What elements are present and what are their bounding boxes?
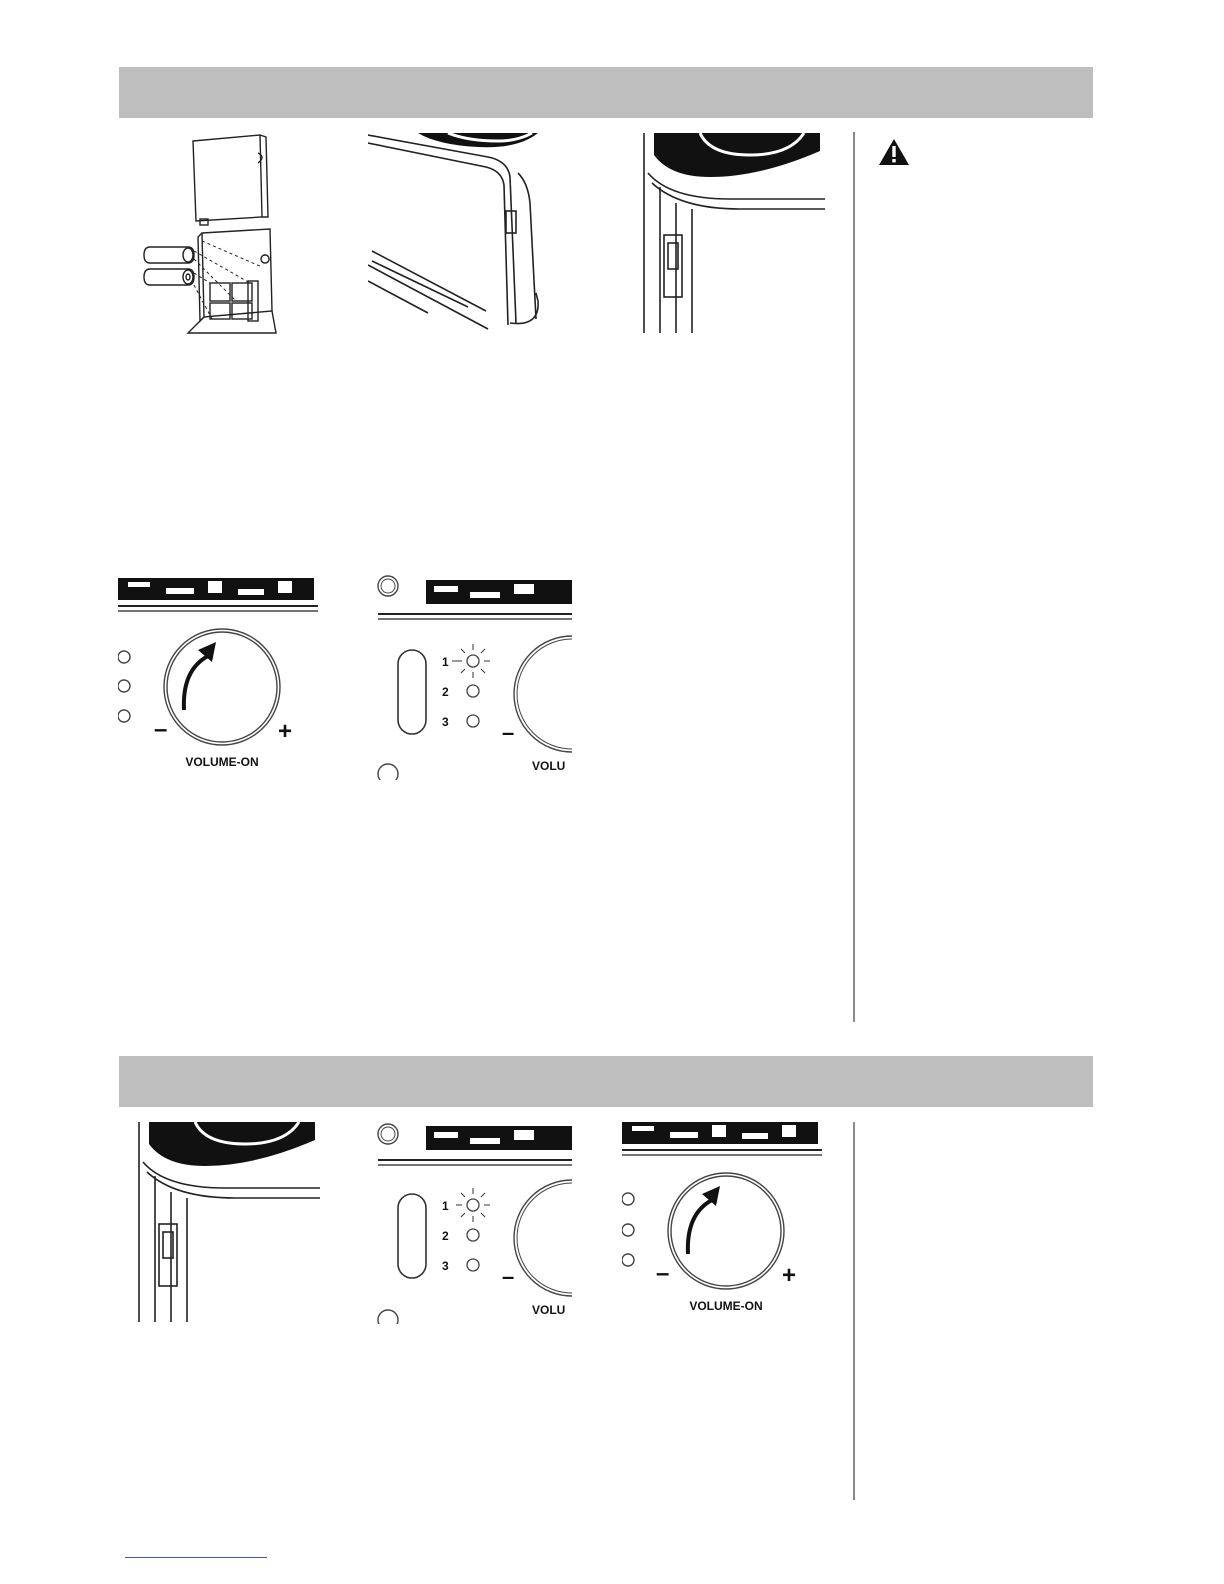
speaker-side-switch-illustration xyxy=(368,133,548,333)
column-divider-2 xyxy=(853,1122,855,1500)
speaker-corner-switch-illustration-2 xyxy=(135,1122,320,1322)
led-1-label-2: 1 xyxy=(442,1199,449,1213)
footer-link-underline[interactable] xyxy=(125,1557,267,1558)
section-header-bar-1 xyxy=(119,67,1093,118)
volume-cropped-label-2: VOLU xyxy=(532,1303,566,1317)
svg-text:–: – xyxy=(502,720,515,745)
battery-compartment-illustration xyxy=(140,133,290,338)
led-2-label: 2 xyxy=(442,685,449,699)
column-divider-1 xyxy=(853,132,855,1022)
section-header-bar-2 xyxy=(119,1056,1093,1107)
led-2-label-2: 2 xyxy=(442,1229,449,1243)
knob-minus-label: – xyxy=(154,716,168,743)
volume-knob-illustration xyxy=(118,570,320,775)
svg-text:–: – xyxy=(502,1264,515,1289)
volume-knob-illustration-2 xyxy=(622,1114,824,1319)
volume-on-label: VOLUME-ON xyxy=(185,755,259,769)
led-3-label: 3 xyxy=(442,715,449,729)
led-indicator-panel-illustration-2 xyxy=(374,1114,572,1324)
warning-icon xyxy=(878,138,910,166)
knob-minus-label-2: – xyxy=(656,1260,670,1287)
led-3-label-2: 3 xyxy=(442,1259,449,1273)
led-1-label: 1 xyxy=(442,655,449,669)
speaker-corner-switch-illustration xyxy=(640,133,825,333)
volume-cropped-label: VOLU xyxy=(532,759,566,773)
knob-plus-label: + xyxy=(278,718,293,745)
led-indicator-panel-illustration xyxy=(374,570,572,780)
volume-on-label-2: VOLUME-ON xyxy=(689,1299,763,1313)
knob-plus-label-2: + xyxy=(782,1262,797,1289)
